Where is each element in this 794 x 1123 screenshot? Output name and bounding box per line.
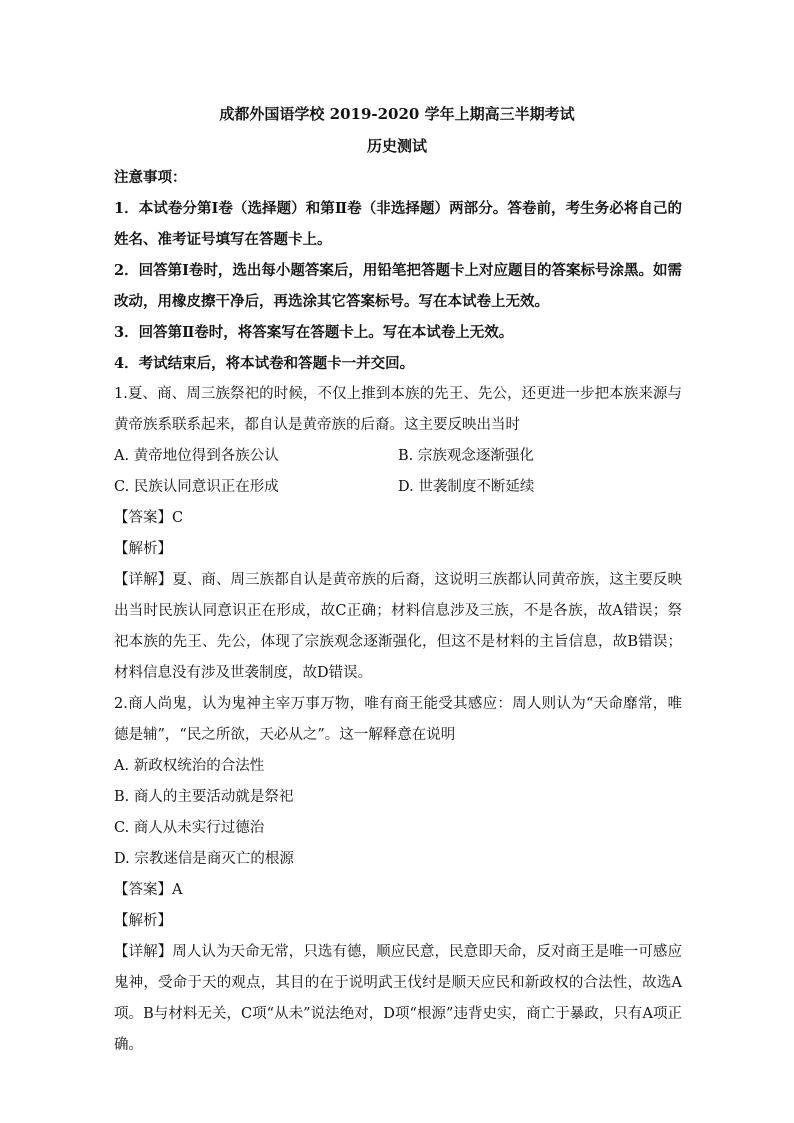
question-2-stem: 2.商人尚鬼，认为鬼神主宰万事万物，唯有商王能受其感应：周人则认为“天命靡常，唯德是辅”，“民之所欲，天必从之”。这一解释意在说明	[114, 696, 682, 743]
q2-option-a: A. 新政权统治的合法性	[114, 758, 265, 774]
q1-option-c: C. 民族认同意识正在形成	[114, 479, 279, 495]
note-item-4: 4．考试结束后，将本试卷和答题卡一并交回。	[114, 355, 415, 372]
question-1-options-row-2	[114, 472, 682, 503]
notes-section	[114, 162, 682, 379]
q1-detail: 【详解】夏、商、周三族都自认是黄帝族的后裔，这说明三族都认同黄帝族，这主要反映出当时民族认同意识正在形成，故C正确；材料信息涉及三族，不是各族，故A错误；祭祀本族的先王、先公，体现了宗族观念逐渐强化，但这不是材料的主旨信息，故B错误；材料信息没有涉及世袭制度，故D错误。	[114, 572, 682, 681]
q1-analysis-label: 【解析】	[114, 541, 172, 557]
question-1-options-row-1	[114, 441, 682, 472]
q2-option-d: D. 宗教迷信是商灭亡的根源	[114, 851, 294, 867]
question-1	[114, 379, 682, 689]
notes-heading: 注意事项：	[114, 169, 187, 186]
q2-detail: 【详解】周人认为天命无常，只选有德，顺应民意，民意即天命，反对商王是唯一可感应鬼神，受命于天的观点，其目的在于说明武王伐纣是顺天应民和新政权的合法性，故选A项。B与材料无关，C项“从未”说法绝对，D项“根源”违背史实，商亡于暴政，只有A项正确。	[114, 944, 682, 1053]
q1-option-a: A. 黄帝地位得到各族公认	[114, 448, 279, 464]
q2-option-c: C. 商人从未实行过德治	[114, 820, 265, 836]
exam-subject: 历史测试	[366, 137, 427, 155]
note-item-3: 3．回答第Ⅱ卷时，将答案写在答题卡上。写在本试卷上无效。	[114, 324, 514, 341]
q2-option-b: B. 商人的主要活动就是祭祀	[114, 789, 294, 805]
q1-answer: 【答案】C	[114, 510, 184, 526]
exam-body	[114, 162, 682, 1061]
exam-title: 成都外国语学校 2019-2020 学年上期高三半期考试	[219, 105, 575, 123]
question-1-stem: 1.夏、商、周三族祭祀的时候，不仅上推到本族的先王、先公，还更进一步把本族来源与黄帝族系联系起来，都自认是黄帝族的后裔。这主要反映出当时	[114, 386, 682, 433]
note-item-2: 2．回答第Ⅰ卷时，选出每小题答案后，用铅笔把答题卡上对应题目的答案标号涂黑。如需改动，用橡皮擦干净后，再选涂其它答案标号。写在本试卷上无效。	[114, 262, 682, 310]
question-2	[114, 689, 682, 1061]
q1-option-b: B. 宗族观念逐渐强化	[398, 448, 534, 464]
q2-analysis-label: 【解析】	[114, 913, 172, 929]
note-item-1: 1．本试卷分第Ⅰ卷（选择题）和第Ⅱ卷（非选择题）两部分。答卷前，考生务必将自己的姓名、准考证号填写在答题卡上。	[114, 200, 682, 248]
q2-answer: 【答案】A	[114, 882, 183, 898]
q1-option-d: D. 世袭制度不断延续	[398, 479, 535, 495]
